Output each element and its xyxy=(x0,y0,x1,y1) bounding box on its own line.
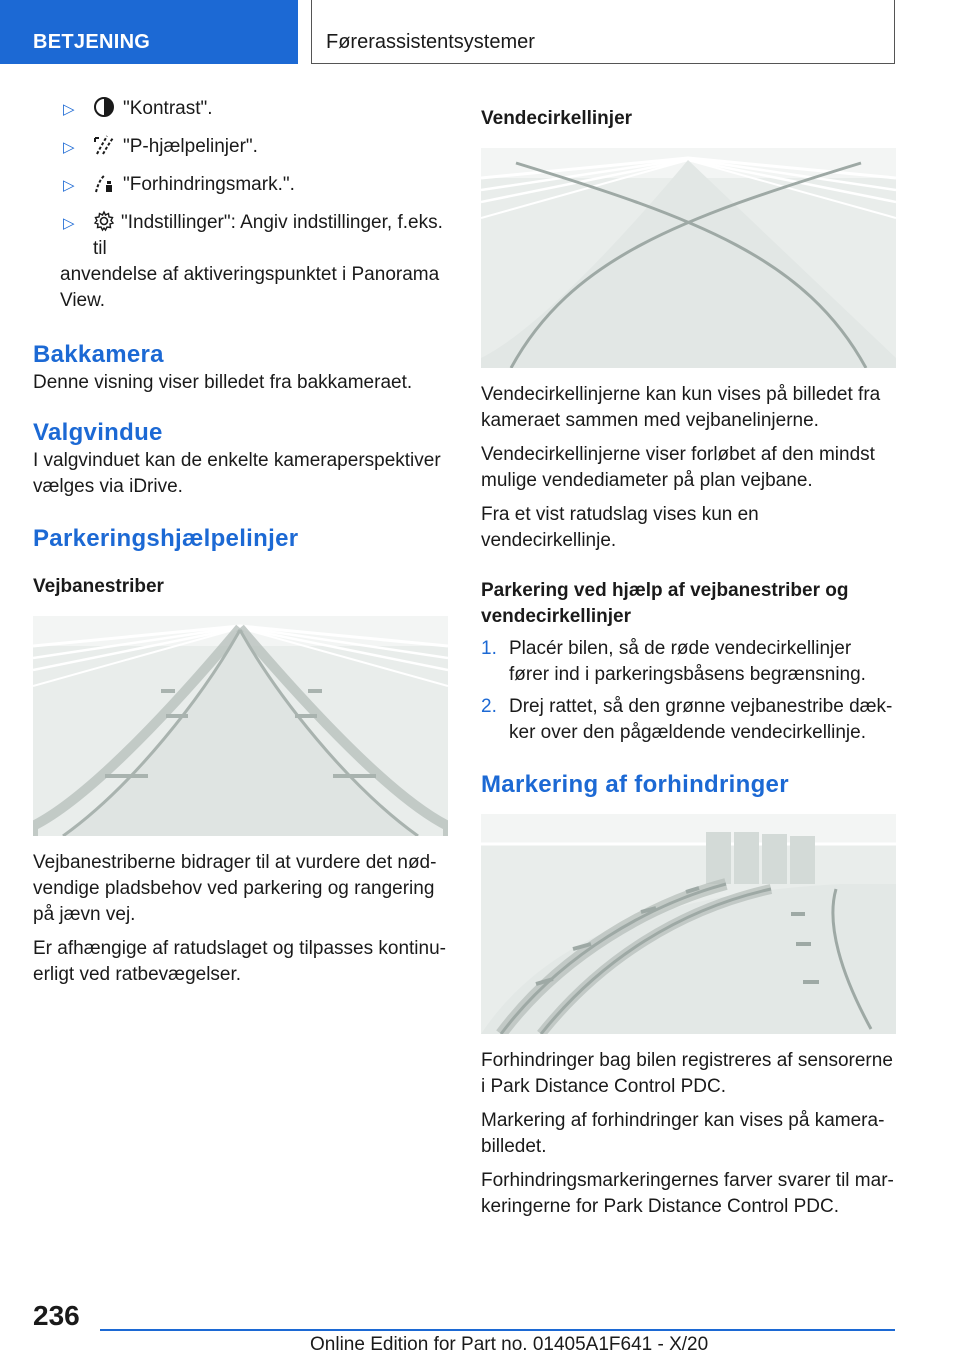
contrast-icon xyxy=(93,96,115,118)
settings-text-first: "Indstillinger": Angiv indstillinger, f.eks. til xyxy=(93,212,443,259)
footer-divider xyxy=(100,1329,895,1331)
paragraph-bakkamera: Denne visning viser billedet fra bakkameraet. xyxy=(33,372,413,393)
heading-markering: Markering af forhindringer xyxy=(481,771,789,798)
paragraph-mark-1: Forhindringer bag bilen registreres af sensorerne i Park Distance Control PDC. xyxy=(481,1050,893,1097)
obstacle-mark-icon xyxy=(93,172,115,194)
heading-bakkamera: Bakkamera xyxy=(33,341,164,368)
heading-vejbanestriber: Vejbanestriber xyxy=(33,576,164,597)
bullet-settings xyxy=(33,210,448,314)
bullet-contrast xyxy=(33,96,448,122)
triangle-bullet-icon: ▷ xyxy=(63,215,75,232)
left-column xyxy=(33,96,448,996)
paragraph-vejbane-1: Vejbanestriberne bidrager til at vurdere det nød-vendige pladsbehov ved parkering og rangering på jævn vej. xyxy=(33,852,437,925)
bullet-obstacle-mark xyxy=(33,172,448,198)
paragraph-valgvindue: I valgvinduet kan de enkelte kameraperspektiver vælges via iDrive. xyxy=(33,450,441,497)
heading-parkering-ved-hjaelp: Parkering ved hjælp af vejbanestriber og vendecirkellinjer xyxy=(481,580,849,627)
paragraph-vejbane-2: Er afhængige af ratudslaget og tilpasses kontinu-erligt ved ratbevægelser. xyxy=(33,938,446,985)
turning-circle-illustration xyxy=(481,148,896,368)
settings-text-rest: anvendelse af aktiveringspunktet i Panorama View. xyxy=(60,264,440,311)
step-number: 2. xyxy=(481,696,497,717)
paragraph-mark-3: Forhindringsmarkeringernes farver svarer til mar-keringerne for Park Distance Control PDC. xyxy=(481,1170,894,1217)
footer-edition: Online Edition for Part no. 01405A1F641 - X/20 xyxy=(310,1334,709,1355)
gear-icon xyxy=(93,210,115,232)
obstacle-marking-illustration xyxy=(481,814,896,1034)
chapter-title: Førerassistentsystemer xyxy=(311,0,895,64)
heading-parkeringshjaelpelinjer: Parkeringshjælpelinjer xyxy=(33,525,299,552)
bullet-text: "Forhindringsmark.". xyxy=(123,174,295,195)
step-number: 1. xyxy=(481,638,497,659)
bullet-text: "P-hjælpelinjer". xyxy=(123,136,258,157)
parking-lines-icon xyxy=(93,134,115,156)
settings-first-line xyxy=(93,210,448,262)
paragraph-vende-2: Vendecirkellinjerne viser forløbet af den mindst mulige vendediameter på plan vejbane. xyxy=(481,444,875,491)
step-text: Drej rattet, så den grønne vejbanestribe dæk-ker over den pågældende vendecirkellinje. xyxy=(509,696,893,743)
right-column xyxy=(481,106,896,1228)
step-1 xyxy=(481,636,896,688)
page-number: 236 xyxy=(33,1300,80,1331)
bullet-text: "Kontrast". xyxy=(123,98,213,119)
triangle-bullet-icon: ▷ xyxy=(63,101,75,118)
heading-vendecirkellinjer: Vendecirkellinjer xyxy=(481,108,633,129)
step-2 xyxy=(481,694,896,746)
paragraph-vende-3: Fra et vist ratudslag vises kun en vendecirkellinje. xyxy=(481,504,759,551)
step-text: Placér bilen, så de røde vendecirkellinjer fører ind i parkeringsbåsens begrænsning. xyxy=(509,638,866,685)
heading-valgvindue: Valgvindue xyxy=(33,419,163,446)
paragraph-vende-1: Vendecirkellinjerne kan kun vises på billedet fra kameraet sammen med vejbanelinjerne. xyxy=(481,384,881,431)
section-tab: BETJENING xyxy=(0,0,298,64)
bullet-parking-lines xyxy=(33,134,448,160)
lane-lines-illustration xyxy=(33,616,448,836)
triangle-bullet-icon: ▷ xyxy=(63,139,75,156)
paragraph-mark-2: Markering af forhindringer kan vises på kamera-billedet. xyxy=(481,1110,885,1157)
triangle-bullet-icon: ▷ xyxy=(63,177,75,194)
